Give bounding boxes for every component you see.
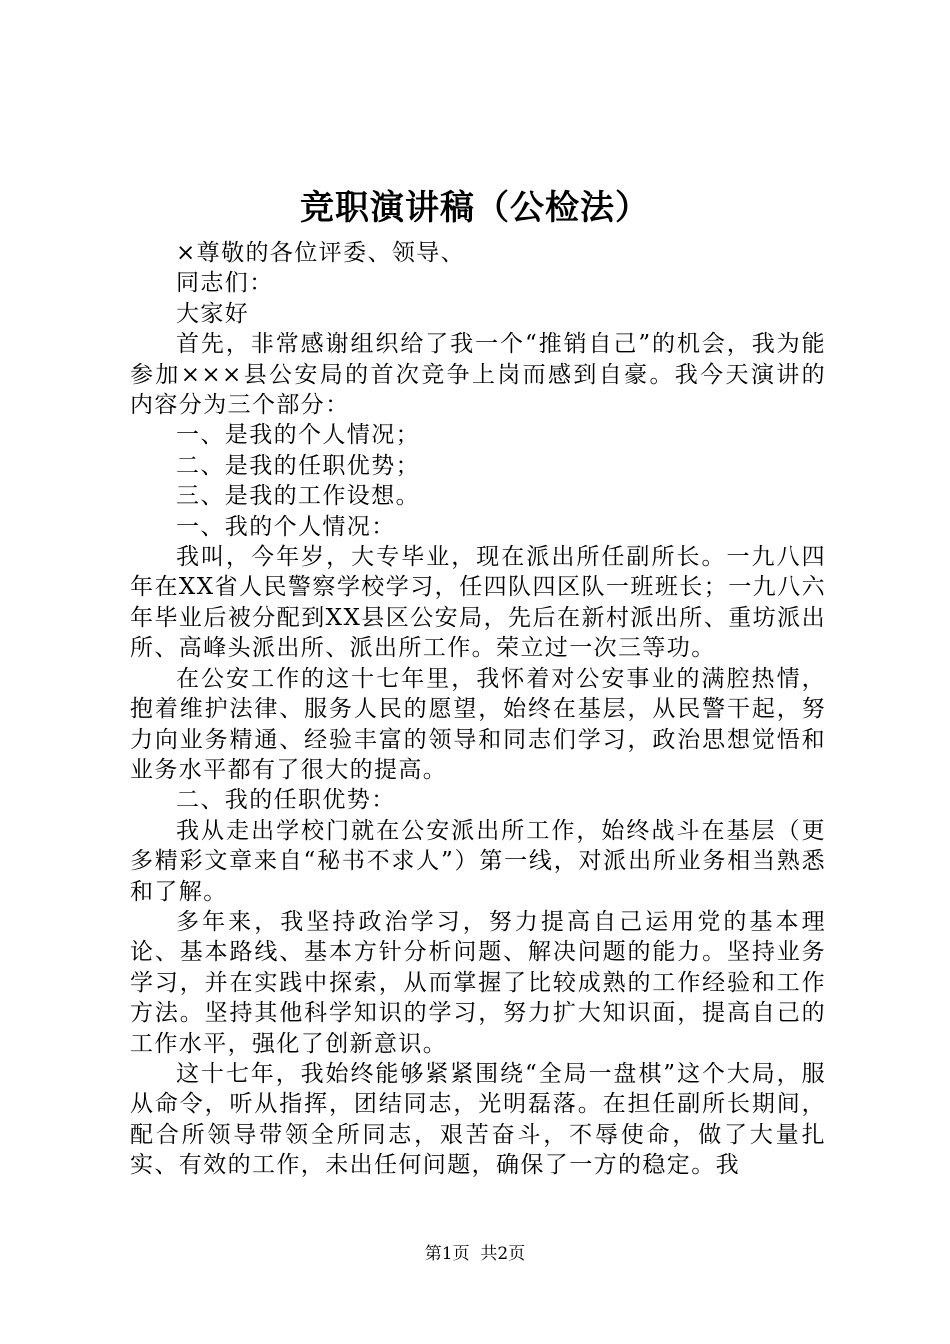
greeting: 大家好 [176, 300, 250, 327]
personal-paragraph: 我叫，今年岁，大专毕业，现在派出所任副所长。一九八四年在XX省人民警察学校学习，任四队四区队一班班长；一九八六年毕业后被分配到XX县区公安局，先后在新村派出所、重坊派出所、高峰头派出所、派出所工作。荣立过一次三等功。 [130, 544, 826, 662]
outline-item-2: 二、是我的任职优势； [176, 452, 420, 479]
outline-item-1: 一、是我的个人情况； [176, 422, 420, 449]
outline-item-3: 三、是我的工作设想。 [176, 483, 420, 510]
salutation-line: ×尊敬的各位评委、领导、 [176, 240, 466, 266]
intro-paragraph: 首先，非常感谢组织给了我一个“推销自己”的机会，我为能参加×××县公安局的首次竞争上岗而感到自豪。我今天演讲的内容分为三个部分： [130, 331, 826, 419]
page-footer [0, 1243, 950, 1265]
section-heading-advantages: 二、我的任职优势： [176, 787, 396, 814]
advantages-paragraph-1: 我从走出学校门就在公安派出所工作，始终战斗在基层（更多精彩文章来自“秘书不求人”）第一线，对派出所业务相当熟悉和了解。 [130, 817, 826, 905]
experience-paragraph: 在公安工作的这十七年里，我怀着对公安事业的满腔热情，抱着维护法律、服务人民的愿望，始终在基层，从民警干起，努力向业务精通、经验丰富的领导和同志们学习，政治思想觉悟和业务水平都有了很大的提高。 [130, 665, 826, 783]
document-title: 竞职演讲稿（公检法） [300, 188, 650, 228]
document-body [130, 238, 826, 1181]
page-number: 第1页 共2页 [424, 1244, 526, 1264]
salutation-comrades: 同志们： [176, 270, 274, 297]
section-heading-personal: 一、我的个人情况： [176, 513, 396, 540]
advantages-paragraph-2: 多年来，我坚持政治学习，努力提高自己运用党的基本理论、基本路线、基本方针分析问题、解决问题的能力。坚持业务学习，并在实践中探索，从而掌握了比较成熟的工作经验和工作方法。坚持其他科学知识的学习，努力扩大知识面，提高自己的工作水平，强化了创新意识。 [130, 908, 826, 1057]
advantages-paragraph-3: 这十七年，我始终能够紧紧围绕“全局一盘棋”这个大局，服从命令，听从指挥，团结同志，光明磊落。在担任副所长期间，配合所领导带领全所同志，艰苦奋斗，不辱使命，做了大量扎实、有效的工作，未出任何问题，确保了一方的稳定。我 [130, 1060, 826, 1179]
